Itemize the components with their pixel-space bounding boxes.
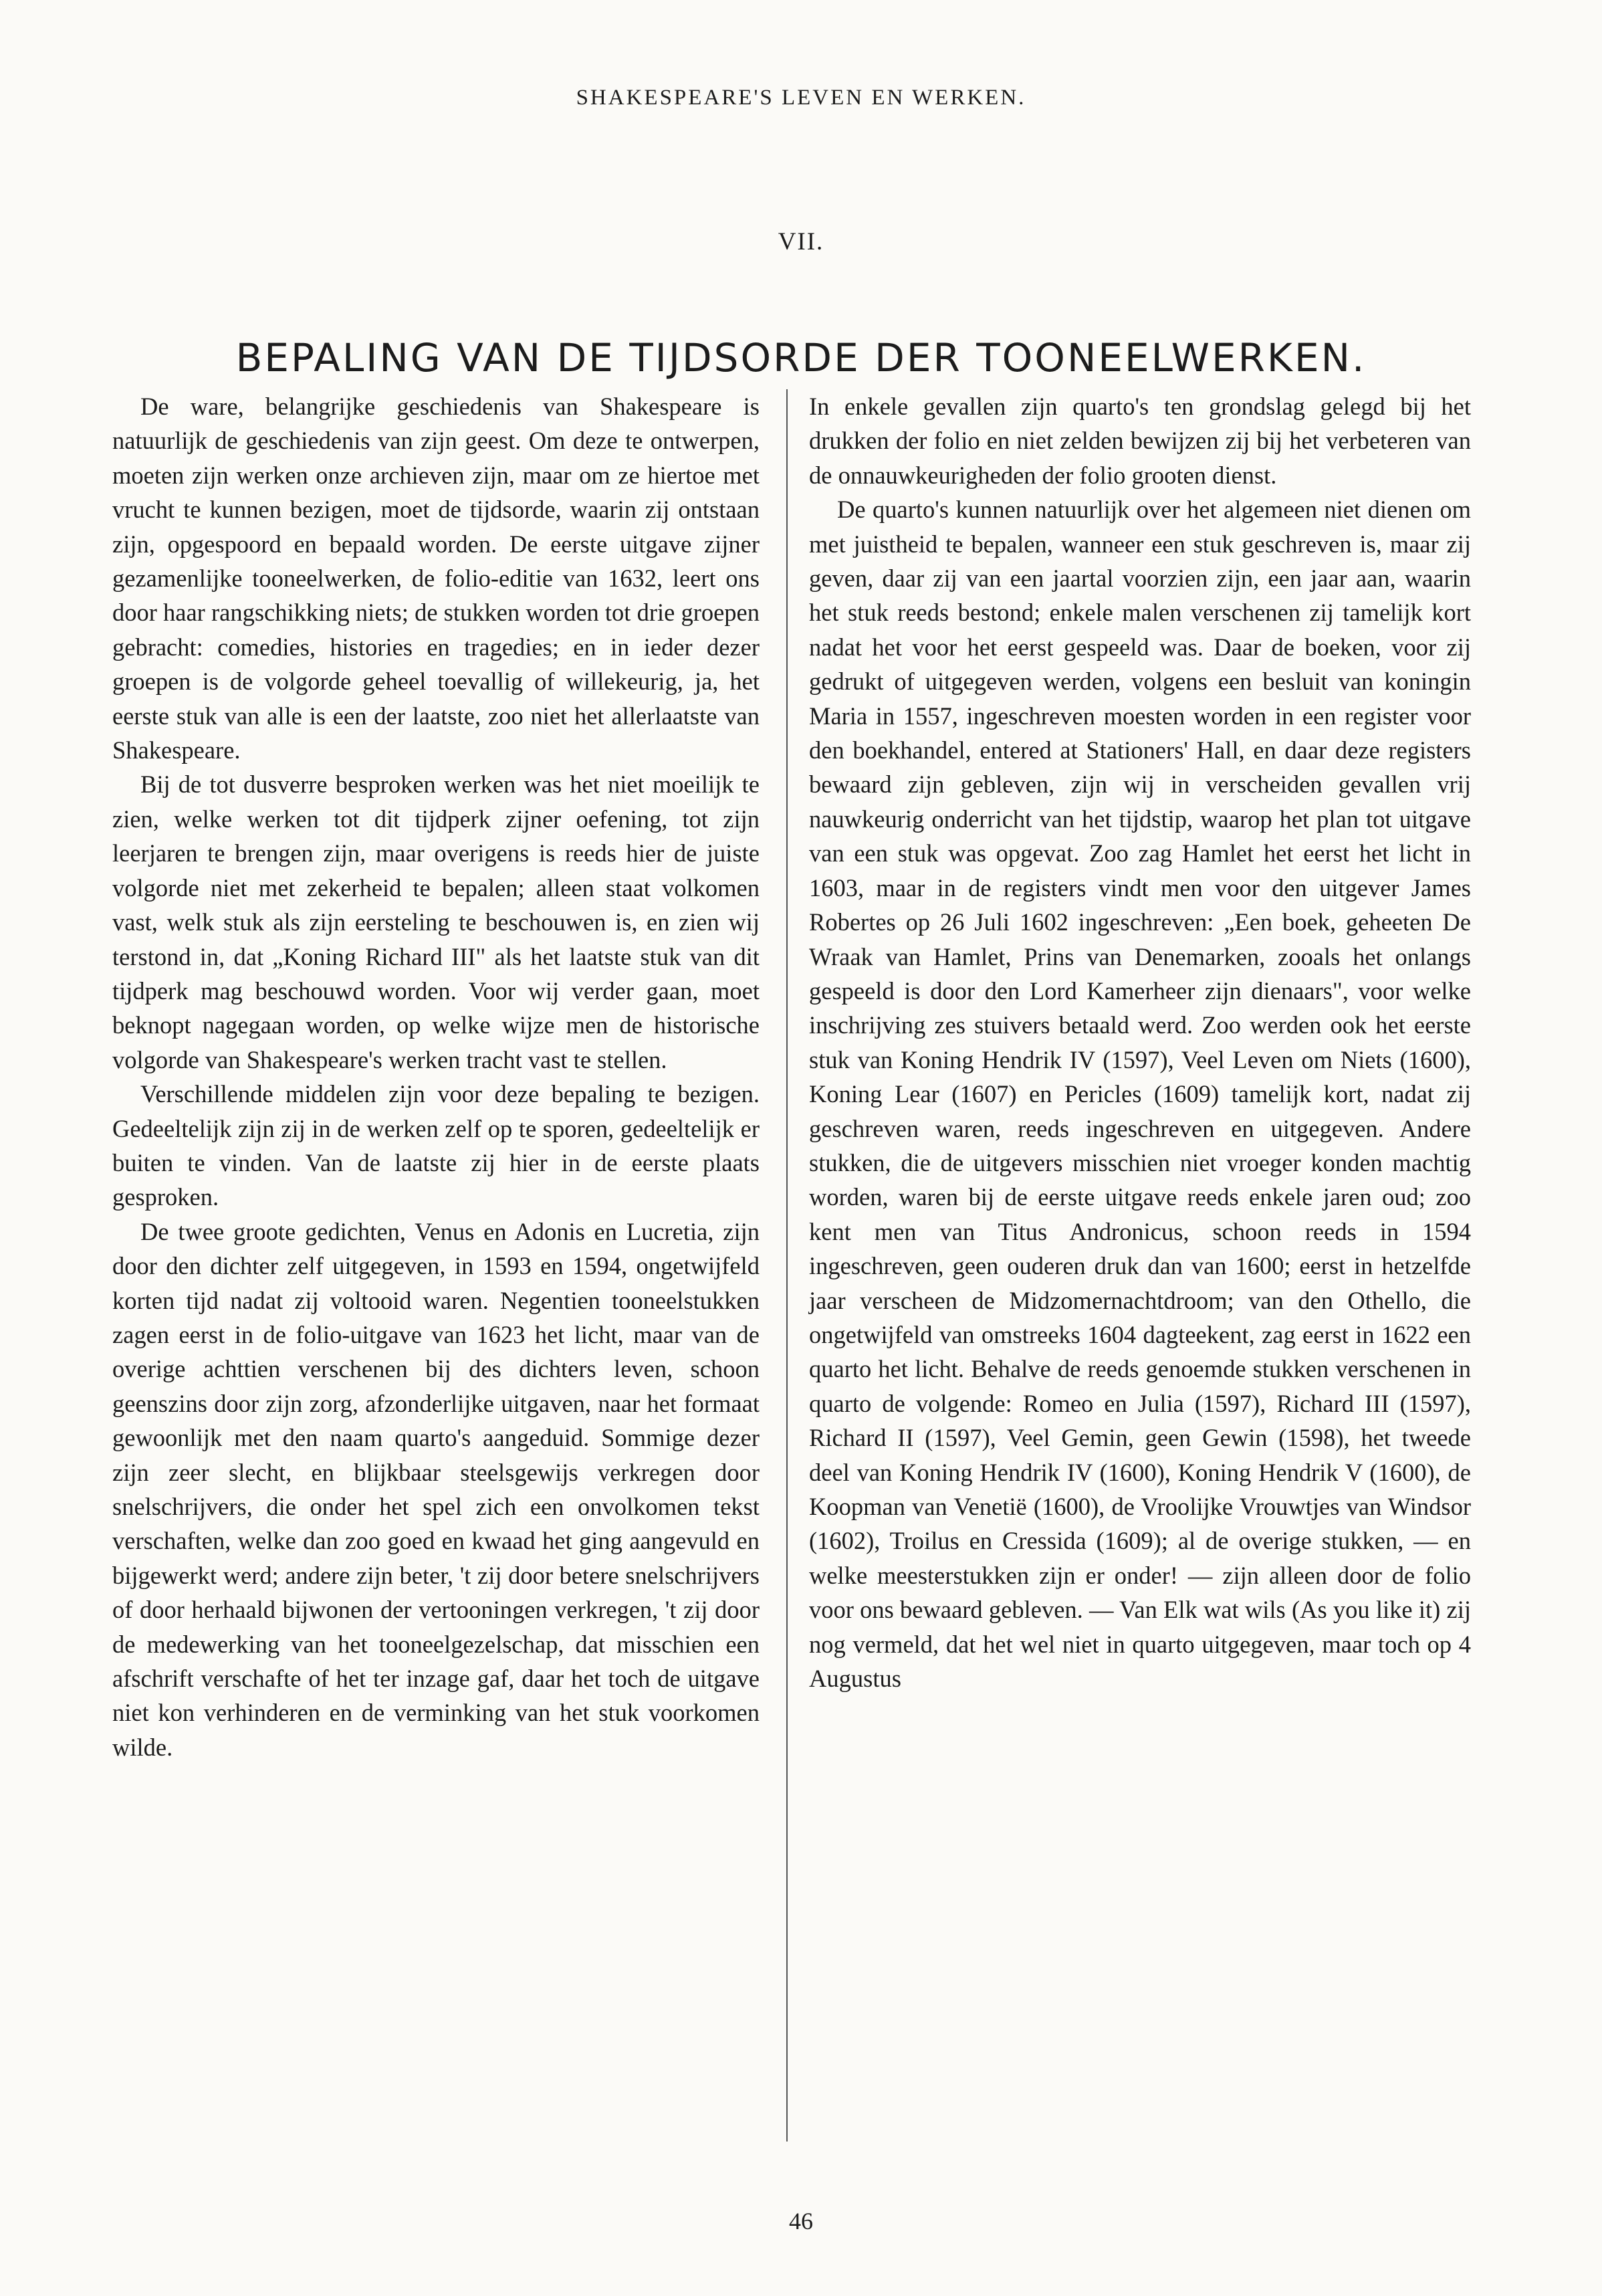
paragraph: Verschillende middelen zijn voor deze bepaling te bezigen. Gedeeltelijk zijn zij in de werken zelf op te sporen, gedeeltelijk er buiten te vinden. Van de laatste zij hier in de eerste plaats gesproken. <box>112 1080 760 1211</box>
column-divider <box>786 389 788 2142</box>
paragraph: In enkele gevallen zijn quarto's ten grondslag gelegd bij het drukken der folio en niet zelden bewijzen zij bij het verbeteren van de onnauwkeurigheden der folio grooten dienst. <box>809 393 1471 489</box>
chapter-title: BEPALING VAN DE TIJDSORDE DER TOONEELWERKEN. <box>235 334 1367 381</box>
left-column <box>112 389 760 1764</box>
paragraph: De twee groote gedichten, Venus en Adonis en Lucretia, zijn door den dichter zelf uitgegeven, in 1593 en 1594, ongetwijfeld korten tijd nadat zij voltooid waren. Negentien tooneelstukken zagen eerst in de folio-uitgave van 1623 het licht, maar van de overige achttien verschenen bij des dichters leven, schoon geenszins door zijn zorg, afzonderlijke uitgaven, naar het formaat gewoonlijk met den naam quarto's aangeduid. Sommige dezer zijn zeer slecht, en blijkbaar steelsgewijs verkregen door snelschrijvers, die onder het spel zich een onvolkomen tekst verschaften, welke dan zoo goed en kwaad het ging aangevuld en bijgewerkt werd; andere zijn beter, 't zij door betere snelschrijvers of door herhaald bijwonen der vertooningen verkregen, 't zij door de medewerking van het tooneelgezelschap, dat misschien een afschrift verschafte of het ter inzage gaf, daar het toch de uitgave niet kon verhinderen en de verminking van het stuk voorkomen wilde. <box>112 1217 760 1761</box>
paragraph: De ware, belangrijke geschiedenis van Shakespeare is natuurlijk de geschiedenis van zijn geest. Om deze te ontwerpen, moeten zijn werken onze archieven zijn, maar om ze hiertoe met vrucht te kunnen bezigen, moet de tijdsorde, waarin zij ontstaan zijn, opgespoord en bepaald worden. De eerste uitgave zijner gezamenlijke tooneelwerken, de folio-editie van 1632, leert ons door haar rangschikking niets; de stukken worden tot drie groepen gebracht: comedies, histories en tragedies; en in ieder dezer groepen is de volgorde geheel toevallig of willekeurig, ja, het eerste stuk van alle is een der laatste, zoo niet het allerlaatste van Shakespeare. <box>112 393 760 764</box>
paragraph: De quarto's kunnen natuurlijk over het algemeen niet dienen om met juistheid te bepalen, wanneer een stuk geschreven is, maar zij geven, daar zij van een jaartal voorzien zijn, een jaar aan, waarin het stuk reeds bestond; enkele malen verschenen zij tamelijk kort nadat het voor het eerst gespeeld was. Daar de boeken, voor zij gedrukt of uitgegeven werden, volgens een besluit van koningin Maria in 1557, ingeschreven moesten worden in een register voor den boekhandel, entered at Stationers' Hall, en daar deze registers bewaard zijn gebleven, zijn wij in verscheiden gevallen vrij nauwkeurig onderricht van het tijdstip, waarop het plan tot uitgave van een stuk was opgevat. Zoo zag Hamlet het eerst het licht in 1603, maar in de registers vindt men voor den uitgever James Robertes op 26 Juli 1602 ingeschreven: „Een boek, geheeten De Wraak van Hamlet, Prins van Denemarken, zooals het onlangs gespeeld is door den Lord Kamerheer zijn dienaars", voor welke inschrijving zes stuivers betaald werd. Zoo werden ook het eerste stuk van Koning Hendrik IV (1597), Veel Leven om Niets (1600), Koning Lear (1607) en Pericles (1609) tamelijk kort, nadat zij geschreven waren, reeds ingeschreven en uitgegeven. Andere stukken, die de uitgevers misschien niet vroeger konden machtig worden, waren bij de eerste uitgave reeds enkele jaren oud; zoo kent men van Titus Andronicus, schoon reeds in 1594 ingeschreven, geen ouderen druk dan van 1600; eerst in hetzelfde jaar verscheen de Midzomernachtdroom; van den Othello, die ongetwijfeld van omstreeks 1604 dagteekent, zag eerst in 1622 een quarto het licht. Behalve de reeds genoemde stukken verschenen in quarto de volgende: Romeo en Julia (1597), Richard III (1597), Richard II (1597), Veel Gemin, geen Gewin (1598), het tweede deel van Koning Hendrik IV (1600), Koning Hendrik V (1600), de Koopman van Venetië (1600), de Vroolijke Vrouwtjes van Windsor (1602), Troilus en Cressida (1609); al de overige stukken, — en welke meesterstukken zijn er onder! — zijn alleen door de folio voor ons bewaard gebleven. — Van Elk wat wils (As you like it) zij nog vermeld, dat het wel niet in quarto uitgegeven, maar toch op 4 Augustus <box>809 496 1471 1693</box>
chapter-number: VII. <box>778 228 824 255</box>
right-column <box>809 389 1471 1695</box>
paragraph: Bij de tot dusverre besproken werken was het niet moeilijk te zien, welke werken tot dit tijdperk zijner oefening, tot zijn leerjaren te brengen zijn, maar overigens is reeds hier de juiste volgorde niet met zekerheid te bepalen; alleen staat volkomen vast, welk stuk als zijn eersteling te beschouwen is, en zien wij terstond in, dat „Koning Richard III" als het laatste stuk van dit tijdperk mag beschouwd worden. Voor wij verder gaan, moet beknopt nagegaan worden, op welke wijze men de historische volgorde van Shakespeare's werken tracht vast te stellen. <box>112 770 760 1073</box>
page-number: 46 <box>789 2208 813 2234</box>
running-title: SHAKESPEARE'S LEVEN EN WERKEN. <box>576 86 1026 110</box>
